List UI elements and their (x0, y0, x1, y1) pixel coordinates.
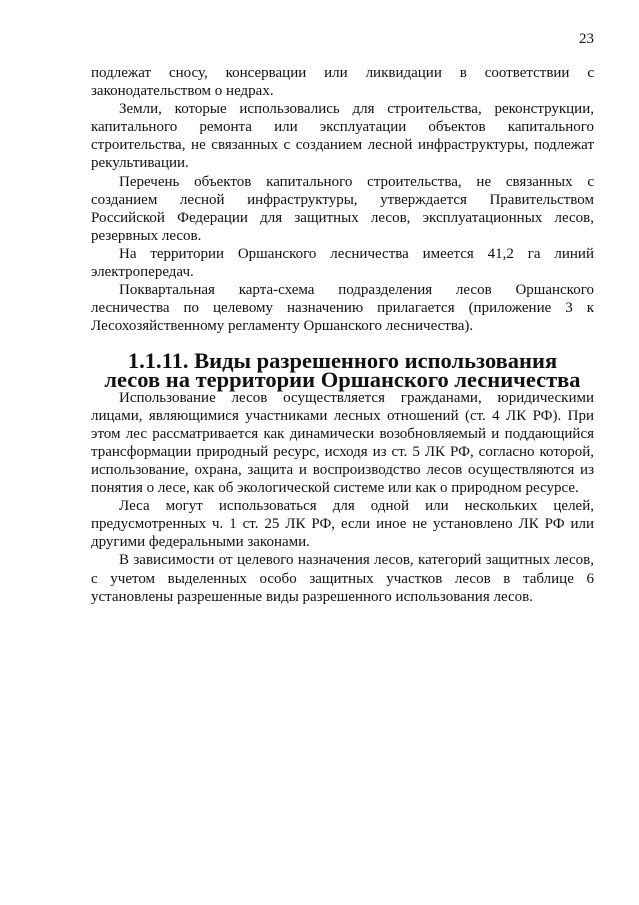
section-heading (91, 348, 594, 392)
paragraph-land-reclamation: Земли, которые использовались для строительства, реконструкции, капитального ремонта или эксплуатации объектов капитального строительства, не связанных с созданием лесной инфраструктуры, подлежат рекультивации. (91, 101, 594, 172)
page-number: 23 (579, 31, 594, 47)
paragraph-map-scheme: Поквартальная карта-схема подразделения лесов Оршанского лесничества по целевому назначению прилагается (приложение 3 к Лесохозяйственному регламенту Оршанского лесничества). (91, 282, 594, 335)
section-heading-line-1: 1.1.11. Виды разрешенного использования (127, 348, 558, 374)
section-heading-line-2: лесов на территории Оршанского лесничества (104, 366, 581, 392)
paragraph-permitted-types: В зависимости от целевого назначения лесов, категорий защитных лесов, с учетом выделенных особо защитных участков лесов в таблице 6 установлены разрешенные виды разрешенного использования лесов. (91, 552, 594, 605)
document-body (91, 64, 594, 606)
paragraph-capital-objects-list: Перечень объектов капитального строительства, не связанных с созданием лесной инфраструктуры, утверждается Правительством Российской Федерации для защитных лесов, эксплуатационных лесов, резервных лесов. (91, 173, 594, 244)
paragraph-forest-purposes: Леса могут использоваться для одной или нескольких целей, предусмотренных ч. 1 ст. 25 ЛК РФ, если иное не установлено ЛК РФ или другими федеральными законами. (91, 498, 594, 551)
paragraph-continuation: подлежат сносу, консервации или ликвидации в соответствии с законодательством о недрах. (91, 65, 594, 100)
paragraph-forest-use: Использование лесов осуществляется гражданами, юридическими лицами, являющимися участниками лесных отношений (ст. 4 ЛК РФ). При этом лес рассматривается как динамически возобновляемый и поддающийся трансформации природный ресурс, исходя из ст. 5 ЛК РФ, согласно которой, использование, охрана, защита и воспроизводство лесов осуществляются из понятия о лесе, как об экологической системе или как о природном ресурсе. (91, 389, 594, 497)
paragraph-power-lines: На территории Оршанского лесничества имеется 41,2 га линий электропередач. (91, 245, 594, 281)
